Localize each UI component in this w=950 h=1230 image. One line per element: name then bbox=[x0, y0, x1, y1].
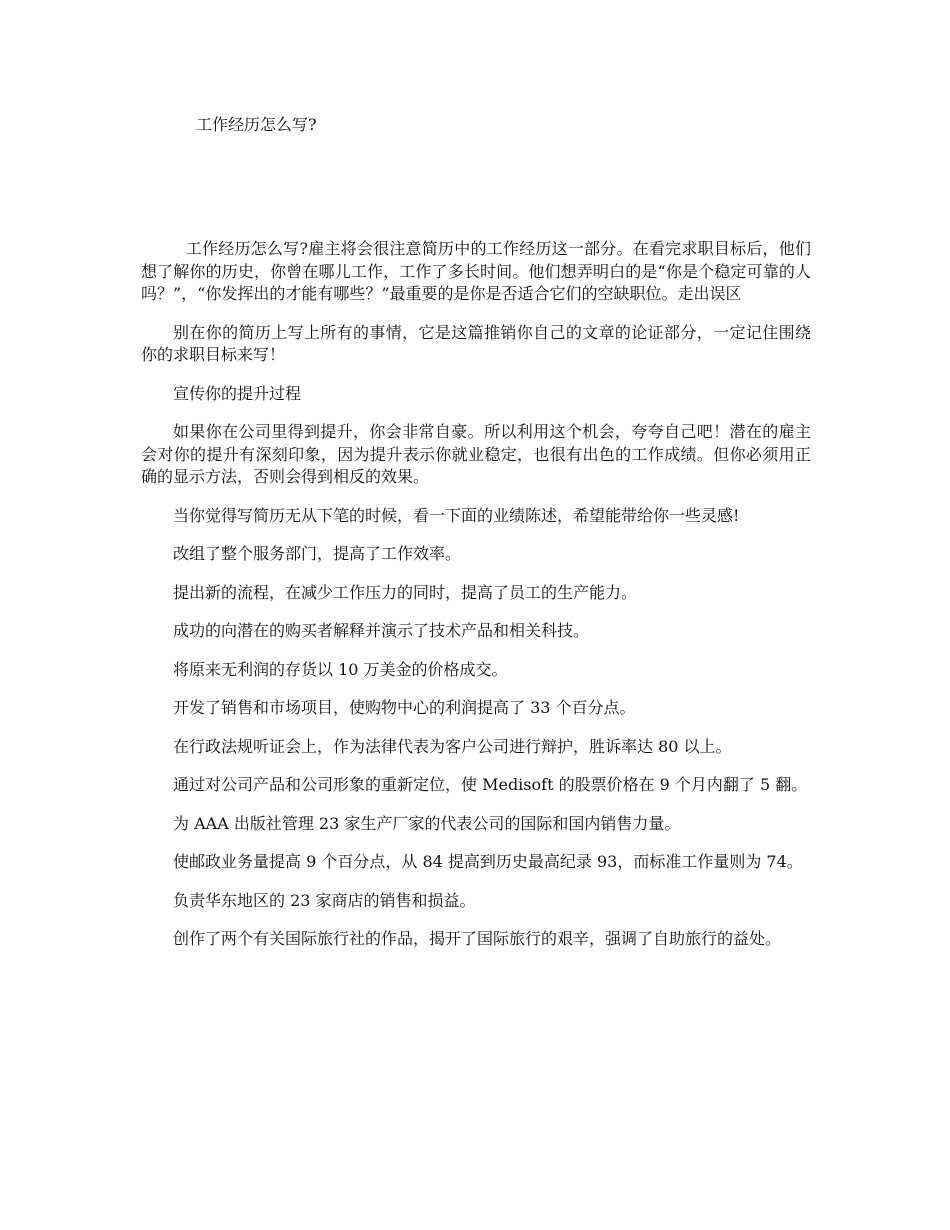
paragraph-intro: 工作经历怎么写?雇主将会很注意简历中的工作经历这一部分。在看完求职目标后，他们想了解你的历史，你曾在哪儿工作，工作了多长时间。他们想弄明白的是“你是个稳定可靠的人吗？”，“你发挥出的才能有哪些？”最重要的是你是否适合它们的空缺职位。走出误区 bbox=[141, 239, 811, 303]
document-title: 工作经历怎么写? bbox=[196, 115, 317, 134]
paragraph: 如果你在公司里得到提升，你会非常自豪。所以利用这个机会，夸夸自己吧！潜在的雇主会对你的提升有深刻印象，因为提升表示你就业稳定，也很有出色的工作成绩。但你必须用正确的显示方法，否则会得到相反的效果。 bbox=[141, 422, 811, 486]
achievement-item: 成功的向潜在的购买者解释并演示了技术产品和相关科技。 bbox=[173, 621, 590, 640]
achievement-item: 提出新的流程，在减少工作压力的同时，提高了员工的生产能力。 bbox=[173, 582, 638, 602]
achievement-item: 开发了销售和市场项目，使购物中心的利润提高了 33 个百分点。 bbox=[173, 698, 636, 717]
achievement-item: 在行政法规听证会上，作为法律代表为客户公司进行辩护，胜诉率达 80 以上。 bbox=[173, 736, 732, 756]
achievement-item: 为 AAA 出版社管理 23 家生产厂家的代表公司的国际和国内销售力量。 bbox=[173, 813, 681, 833]
section-heading: 宣传你的提升过程 bbox=[173, 383, 302, 403]
achievement-item: 负责华东地区的 23 家商店的销售和损益。 bbox=[173, 890, 476, 910]
achievement-item: 创作了两个有关国际旅行社的作品，揭开了国际旅行的艰辛，强调了自助旅行的益处。 bbox=[173, 929, 782, 948]
achievement-item: 通过对公司产品和公司形象的重新定位，使 Medisoft 的股票价格在 9 个月内翻了 5 翻。 bbox=[173, 775, 808, 794]
achievement-item: 使邮政业务量提高 9 个百分点，从 84 提高到历史最高纪录 93，而标准工作量则为 74。 bbox=[173, 852, 803, 871]
achievement-item: 将原来无利润的存货以 10 万美金的价格成交。 bbox=[173, 659, 508, 679]
achievement-item: 改组了整个服务部门，提高了工作效率。 bbox=[173, 544, 462, 563]
paragraph: 当你觉得写简历无从下笔的时候，看一下面的业绩陈述，希望能带给你一些灵感! bbox=[173, 505, 740, 525]
paragraph: 别在你的简历上写上所有的事情，它是这篇推销你自己的文章的论证部分，一定记住围绕你的求职目标来写！ bbox=[141, 322, 811, 364]
document-body bbox=[141, 238, 811, 967]
